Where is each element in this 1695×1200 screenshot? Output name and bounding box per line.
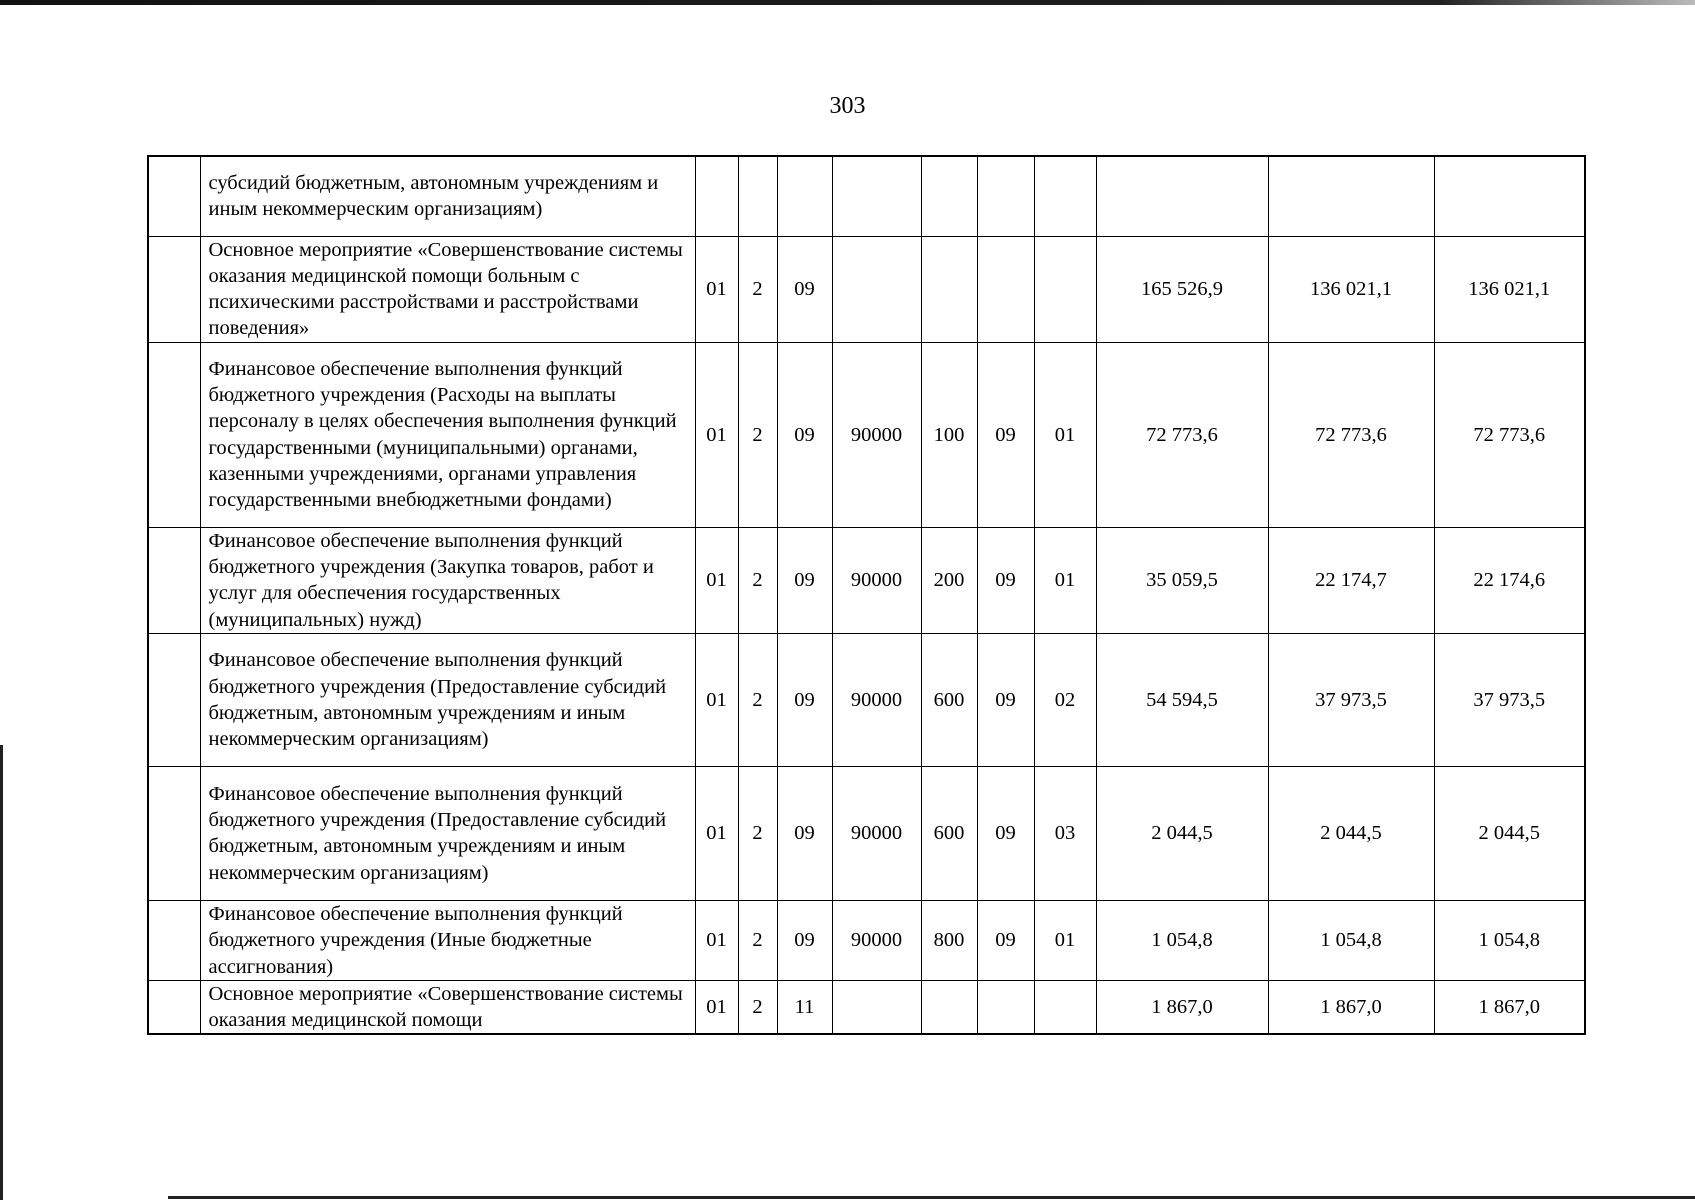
code-cell: 600 xyxy=(921,766,977,900)
code-cell: 03 xyxy=(1034,766,1096,900)
code-cell: 90000 xyxy=(832,766,921,900)
row-index-cell xyxy=(148,900,200,980)
code-cell xyxy=(977,236,1034,342)
amount-cell: 22 174,7 xyxy=(1268,527,1434,633)
item-name-cell: Финансовое обеспечение выполнения функций бюджетного учреждения (Предоставление субсидий бюджетным, автономным учреждениям и иным некоммерческим организациям) xyxy=(200,766,695,900)
code-cell: 01 xyxy=(1034,342,1096,527)
scan-bottom-edge xyxy=(168,1196,1695,1199)
code-cell: 90000 xyxy=(832,900,921,980)
code-cell xyxy=(832,980,921,1034)
code-cell: 90000 xyxy=(832,527,921,633)
amount-cell: 37 973,5 xyxy=(1268,633,1434,766)
page-number: 303 xyxy=(829,93,866,119)
amount-cell xyxy=(1096,156,1268,236)
code-cell: 11 xyxy=(777,980,832,1034)
code-cell: 09 xyxy=(777,900,832,980)
scan-left-edge xyxy=(0,745,3,1200)
code-cell: 01 xyxy=(695,900,738,980)
code-cell: 2 xyxy=(738,527,777,633)
table-row xyxy=(148,527,1585,633)
code-cell: 09 xyxy=(777,633,832,766)
row-index-cell xyxy=(148,633,200,766)
code-cell xyxy=(977,980,1034,1034)
code-cell: 800 xyxy=(921,900,977,980)
amount-cell: 1 054,8 xyxy=(1268,900,1434,980)
item-name-cell: Финансовое обеспечение выполнения функций бюджетного учреждения (Закупка товаров, работ и услуг для обеспечения государственных (муниципальных) нужд) xyxy=(200,527,695,633)
amount-cell: 1 054,8 xyxy=(1434,900,1585,980)
budget-table xyxy=(147,155,1586,1035)
code-cell xyxy=(832,236,921,342)
code-cell xyxy=(1034,980,1096,1034)
amount-cell: 37 973,5 xyxy=(1434,633,1585,766)
amount-cell: 22 174,6 xyxy=(1434,527,1585,633)
amount-cell: 1 867,0 xyxy=(1434,980,1585,1034)
code-cell: 09 xyxy=(977,633,1034,766)
amount-cell: 136 021,1 xyxy=(1434,236,1585,342)
row-index-cell xyxy=(148,156,200,236)
code-cell: 2 xyxy=(738,900,777,980)
amount-cell: 1 867,0 xyxy=(1096,980,1268,1034)
code-cell xyxy=(1034,236,1096,342)
amount-cell: 165 526,9 xyxy=(1096,236,1268,342)
code-cell: 09 xyxy=(777,236,832,342)
amount-cell: 72 773,6 xyxy=(1434,342,1585,527)
scan-top-border xyxy=(0,0,1695,5)
code-cell: 09 xyxy=(977,900,1034,980)
table-row xyxy=(148,342,1585,527)
code-cell: 09 xyxy=(777,527,832,633)
code-cell xyxy=(977,156,1034,236)
code-cell: 09 xyxy=(977,766,1034,900)
row-index-cell xyxy=(148,342,200,527)
amount-cell: 1 054,8 xyxy=(1096,900,1268,980)
row-index-cell xyxy=(148,980,200,1034)
code-cell xyxy=(777,156,832,236)
row-index-cell xyxy=(148,236,200,342)
code-cell: 100 xyxy=(921,342,977,527)
item-name-cell: Финансовое обеспечение выполнения функций бюджетного учреждения (Расходы на выплаты персоналу в целях обеспечения выполнения функций государственными (муниципальными) органами, казенными учреждениями, органами управления государственными внебюджетными фондами) xyxy=(200,342,695,527)
table-row xyxy=(148,766,1585,900)
code-cell: 600 xyxy=(921,633,977,766)
table-row xyxy=(148,900,1585,980)
item-name-cell: Финансовое обеспечение выполнения функций бюджетного учреждения (Иные бюджетные ассигнования) xyxy=(200,900,695,980)
amount-cell xyxy=(1434,156,1585,236)
code-cell xyxy=(832,156,921,236)
amount-cell: 1 867,0 xyxy=(1268,980,1434,1034)
code-cell xyxy=(695,156,738,236)
item-name-cell: Основное мероприятие «Совершенствование системы оказания медицинской помощи больным с психическими расстройствами и расстройствами поведения» xyxy=(200,236,695,342)
code-cell: 2 xyxy=(738,766,777,900)
amount-cell: 2 044,5 xyxy=(1434,766,1585,900)
code-cell: 09 xyxy=(777,342,832,527)
code-cell: 01 xyxy=(695,980,738,1034)
row-index-cell xyxy=(148,527,200,633)
code-cell: 01 xyxy=(695,527,738,633)
amount-cell: 2 044,5 xyxy=(1268,766,1434,900)
code-cell: 200 xyxy=(921,527,977,633)
amount-cell: 72 773,6 xyxy=(1096,342,1268,527)
amount-cell: 54 594,5 xyxy=(1096,633,1268,766)
item-name-cell: Финансовое обеспечение выполнения функций бюджетного учреждения (Предоставление субсидий бюджетным, автономным учреждениям и иным некоммерческим организациям) xyxy=(200,633,695,766)
code-cell: 09 xyxy=(777,766,832,900)
amount-cell: 35 059,5 xyxy=(1096,527,1268,633)
code-cell: 01 xyxy=(695,766,738,900)
code-cell: 01 xyxy=(695,236,738,342)
table-row xyxy=(148,633,1585,766)
code-cell: 02 xyxy=(1034,633,1096,766)
amount-cell: 2 044,5 xyxy=(1096,766,1268,900)
code-cell xyxy=(921,156,977,236)
amount-cell xyxy=(1268,156,1434,236)
row-index-cell xyxy=(148,766,200,900)
code-cell: 2 xyxy=(738,236,777,342)
amount-cell: 136 021,1 xyxy=(1268,236,1434,342)
item-name-cell: Основное мероприятие «Совершенствование системы оказания медицинской помощи xyxy=(200,980,695,1034)
code-cell: 09 xyxy=(977,527,1034,633)
code-cell: 01 xyxy=(695,633,738,766)
code-cell: 01 xyxy=(1034,527,1096,633)
code-cell: 01 xyxy=(695,342,738,527)
code-cell: 90000 xyxy=(832,633,921,766)
code-cell xyxy=(921,980,977,1034)
code-cell xyxy=(1034,156,1096,236)
table-row xyxy=(148,980,1585,1034)
code-cell: 2 xyxy=(738,980,777,1034)
table-row xyxy=(148,156,1585,236)
code-cell xyxy=(738,156,777,236)
code-cell xyxy=(921,236,977,342)
code-cell: 2 xyxy=(738,633,777,766)
code-cell: 2 xyxy=(738,342,777,527)
code-cell: 90000 xyxy=(832,342,921,527)
item-name-cell: субсидий бюджетным, автономным учреждениям и иным некоммерческим организациям) xyxy=(200,156,695,236)
amount-cell: 72 773,6 xyxy=(1268,342,1434,527)
code-cell: 01 xyxy=(1034,900,1096,980)
table-row xyxy=(148,236,1585,342)
code-cell: 09 xyxy=(977,342,1034,527)
